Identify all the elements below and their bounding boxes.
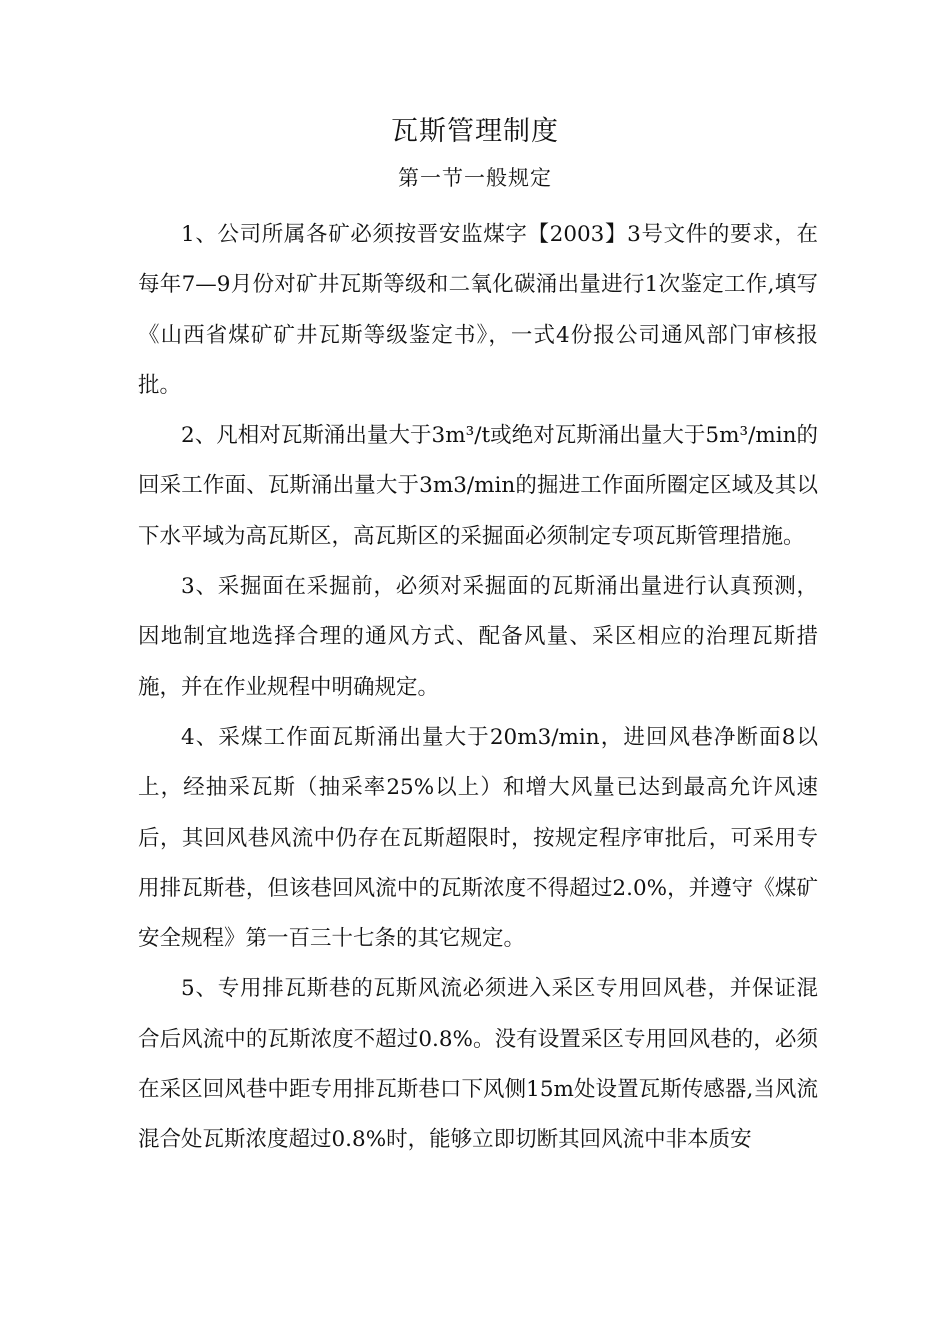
paragraph-5: 5、专用排瓦斯巷的瓦斯风流必须进入采区专用回风巷，并保证混合后风流中的瓦斯浓度不超过0.8%。没有设置采区专用回风巷的，必须在采区回风巷中距专用排瓦斯巷口下风侧15m处设置瓦斯传感器,当风流混合处瓦斯浓度超过0.8%时，能够立即切断其回风流中非本质安: [138, 976, 818, 1153]
paragraph-4: 4、采煤工作面瓦斯涌出量大于20m3/min，进回风巷净断面8以上，经抽采瓦斯（抽采率25%以上）和增大风量已达到最高允许风速后，其回风巷风流中仍存在瓦斯超限时，按规定程序审批后，可采用专用排瓦斯巷，但该巷回风流中的瓦斯浓度不得超过2.0%，并遵守《煤矿安全规程》第一百三十七条的其它规定。: [138, 724, 818, 952]
document-body: [138, 210, 818, 1166]
paragraph-3: 3、采掘面在采掘前，必须对采掘面的瓦斯涌出量进行认真预测，因地制宜地选择合理的通风方式、配备风量、采区相应的治理瓦斯措施，并在作业规程中明确规定。: [138, 574, 818, 700]
paragraph-2: 2、凡相对瓦斯涌出量大于3m³/t或绝对瓦斯涌出量大于5m³/min的回采工作面、瓦斯涌出量大于3m3/min的掘进工作面所圈定区域及其以下水平域为高瓦斯区，高瓦斯区的采掘面必须制定专项瓦斯管理措施。: [138, 423, 818, 549]
document-title: 瓦斯管理制度: [391, 116, 559, 147]
section-heading: 第一节一般规定: [398, 166, 552, 190]
paragraph-1: 1、公司所属各矿必须按晋安监煤字【2003】3号文件的要求，在每年7—9月份对矿井瓦斯等级和二氧化碳涌出量进行1次鉴定工作,填写《山西省煤矿矿井瓦斯等级鉴定书》，一式4份报公司通风部门审核报批。: [138, 222, 818, 398]
